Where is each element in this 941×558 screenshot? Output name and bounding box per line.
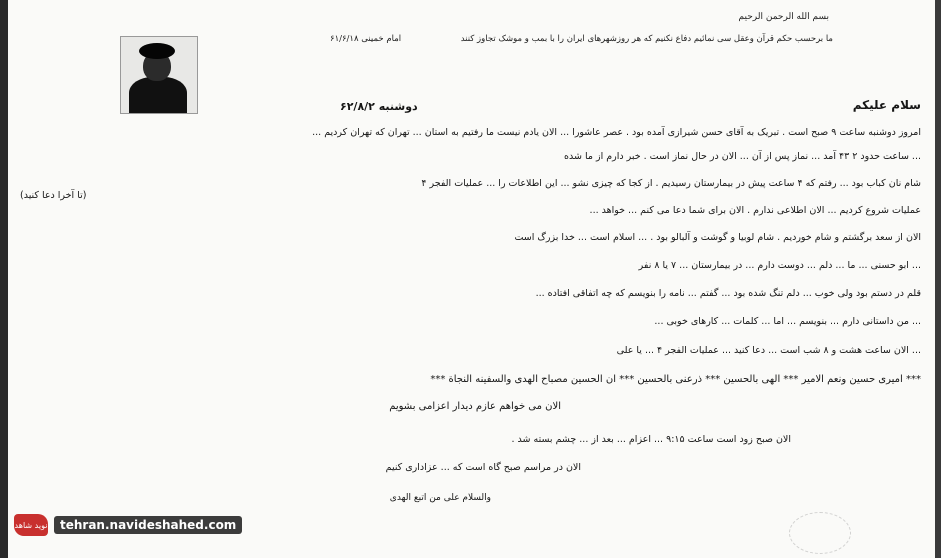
letter-line: الان از سعد برگشتم و شام خوردیم . شام لوبیا و گوشت و آلبالو بود . ... اسلام است ... خدا بزرگ است	[514, 232, 921, 243]
letter-line: ... ساعت حدود ۲ ۴۳ آمد ... نماز پس از آن ... الان در حال نماز است . خبر دارم از ما شده	[564, 151, 921, 162]
scan-edge-right	[935, 0, 941, 558]
letter-line: الان در مراسم صبح گاه است که ... عزاداری کنیم	[385, 462, 581, 473]
portrait-photo	[120, 36, 198, 114]
portrait-body	[129, 77, 187, 114]
letterhead-quote: ما برحسب حکم قرآن وعقل سی نمائیم دفاع نکنیم که هر روزشهرهای ایران را با بمب و موشک تجاوز کنند	[460, 34, 833, 44]
letter-line: الان صبح زود است ساعت ۹:۱۵ ... اعزام ... بعد از ... چشم بسته شد .	[511, 434, 791, 445]
scan-edge-left	[0, 0, 8, 558]
letter-line: عملیات شروع کردیم ... الان اطلاعی ندارم . الان برای شما دعا می کنم ... خواهد ...	[589, 205, 921, 216]
navideshahed-logo-icon: نوید شاهد	[14, 514, 48, 536]
aside-note: (تا آخرا دعا کنید)	[20, 190, 87, 201]
letter-line: ... ابو حسنی ... ما ... دلم ... دوست دارم ... در بیمارستان ... ۷ یا ۸ نفر	[638, 260, 921, 271]
closing-signature: والسلام علی من اتبع الهدی	[389, 493, 491, 503]
letter-line: شام نان کباب بود ... رفتم که ۴ ساعت پیش در بیمارستان رسیدیم . از کجا که چیزی نشو ... این اطلاعات را ... عملیات الفجر ۴	[421, 178, 921, 189]
letter-line: ... من داستانی دارم ... بنویسم ... اما ... کلمات ... کارهای خوبی ...	[654, 316, 921, 327]
khomeini-attribution: امام خمینی ۶۱/۶/۱۸	[330, 34, 402, 44]
faded-stamp	[789, 512, 851, 554]
salutation: سلام علیکم	[852, 98, 921, 112]
letter-line: *** امیری حسین ونعم الامیر *** الهی بالحسین *** ذرعنی بالحسین *** ان الحسین مصباح الهدی والسفینه النجاة ***	[430, 374, 921, 385]
letter-line: ... الان ساعت هشت و ۸ شب است ... دعا کنید ... عملیات الفجر ۴ ... یا علی	[616, 345, 921, 356]
letter-date: دوشنبه ۶۲/۸/۲	[340, 100, 418, 113]
basmala: بسم الله الرحمن الرحيم	[738, 12, 829, 22]
site-watermark	[14, 512, 242, 538]
letter-line: الان می خواهم عازم دیدار اعزامی بشویم	[389, 401, 561, 412]
portrait-turban	[139, 43, 175, 59]
letter-line: امروز دوشنبه ساعت ۹ صبح است . تبریک به آقای حسن شیرازی آمده بود . عصر عاشورا ... الان یادم نیست ما رفتیم به استان ... تهران که تهران کردیم ...	[312, 127, 921, 138]
letter-line: قلم در دستم بود ولی خوب ... دلم تنگ شده بود ... گفتم ... نامه را بنویسم که چه اتفاقی افتاده ...	[535, 288, 921, 299]
watermark-url: tehran.navideshahed.com	[54, 516, 242, 534]
